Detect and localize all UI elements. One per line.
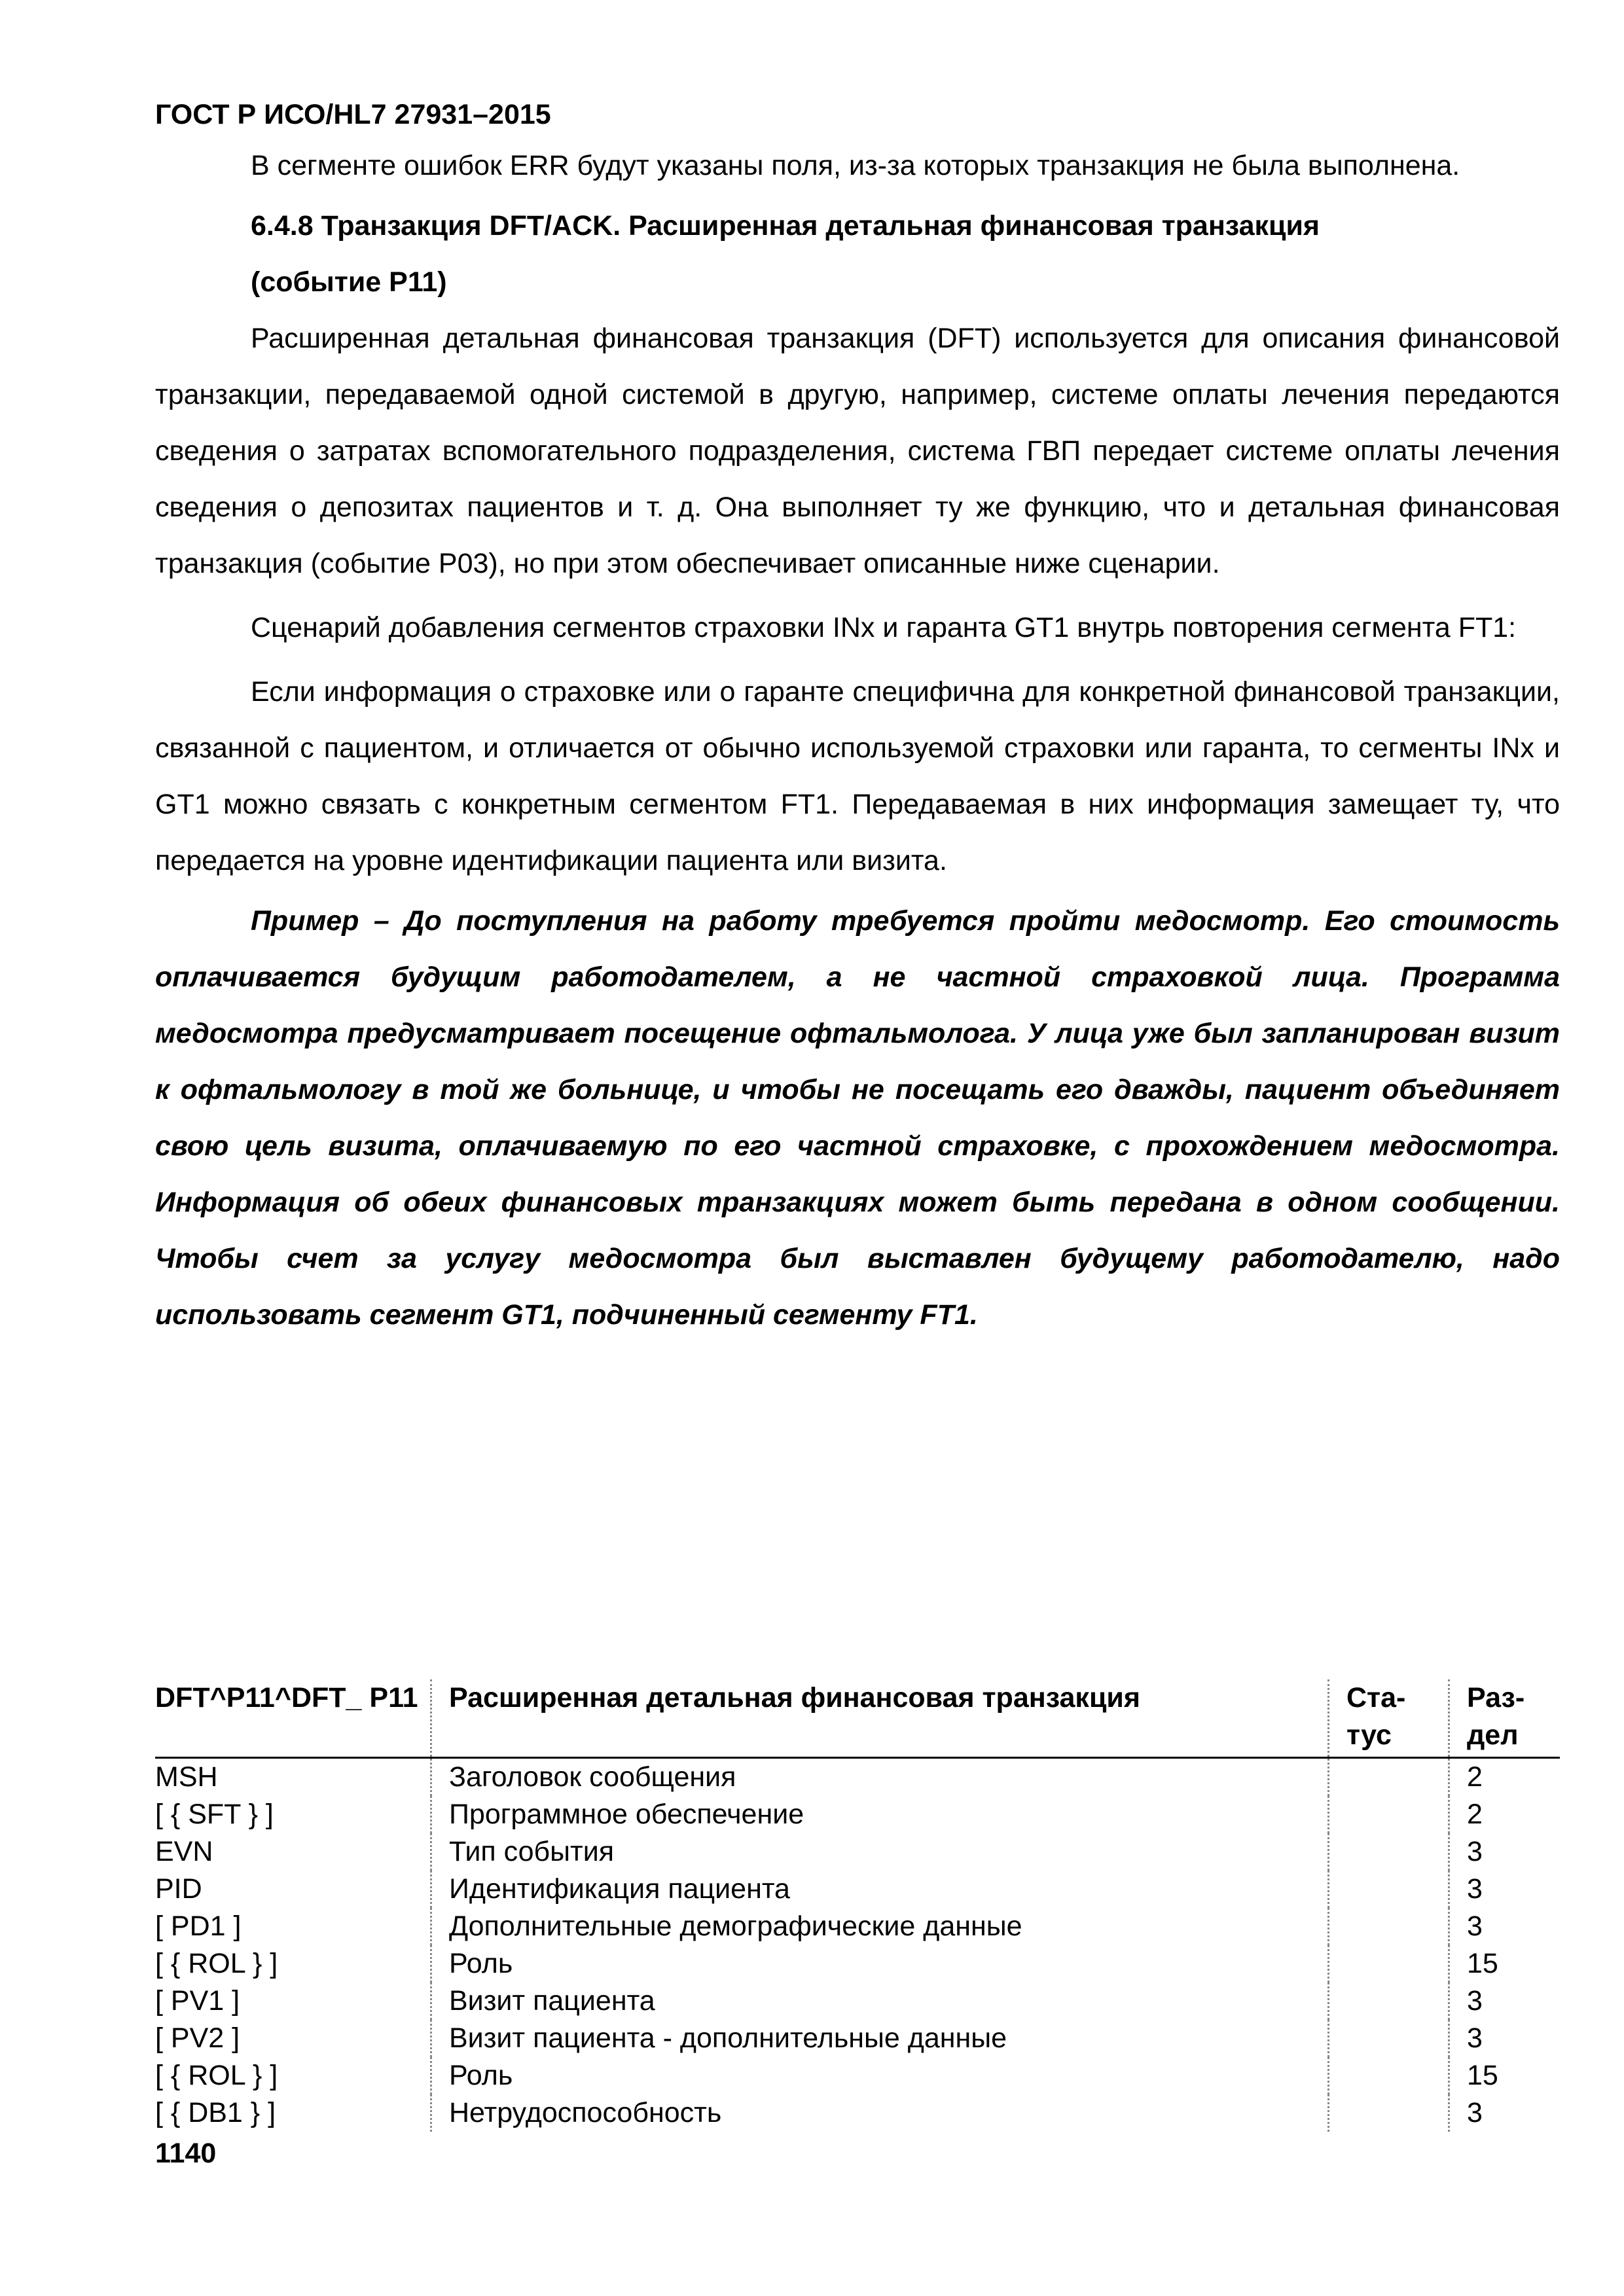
- segment-cell: PID: [155, 1873, 202, 1905]
- description-cell: Тип события: [431, 1833, 1329, 1871]
- segment-table: [155, 1679, 1560, 2132]
- description-cell: Дополнительные демографические данные: [431, 1908, 1329, 1945]
- status-cell: [1329, 1982, 1449, 2020]
- description-cell: Заголовок сообщения: [431, 1758, 1329, 1797]
- section-cell: 3: [1449, 2094, 1561, 2132]
- table-row: [155, 1758, 1560, 1797]
- segment-cell: [ { DB1 } ]: [155, 2097, 276, 2128]
- table-row: [155, 1908, 1560, 1945]
- section-cell: 15: [1449, 2057, 1561, 2094]
- table-row: [155, 1833, 1560, 1871]
- segment-cell: EVN: [155, 1836, 213, 1867]
- status-cell: [1329, 1871, 1449, 1908]
- header-status: Ста- тус: [1329, 1679, 1449, 1758]
- segment-cell: [ { ROL } ]: [155, 2060, 278, 2091]
- status-cell: [1329, 1908, 1449, 1945]
- description-cell: Роль: [431, 1945, 1329, 1982]
- table-row: [155, 2094, 1560, 2132]
- status-cell: [1329, 1833, 1449, 1871]
- table-row: [155, 2057, 1560, 2094]
- description-cell: Идентификация пациента: [431, 1871, 1329, 1908]
- segment-table-header: [155, 1679, 1560, 1758]
- status-cell: [1329, 2057, 1449, 2094]
- header-description: Расширенная детальная финансовая транзакция: [431, 1679, 1329, 1758]
- section-cell: 3: [1449, 1982, 1561, 2020]
- page-number: 1140: [155, 2138, 217, 2169]
- section-cell: 3: [1449, 1908, 1561, 1945]
- segment-cell: [ { ROL } ]: [155, 1948, 278, 1979]
- paragraph-scenario: Сценарий добавления сегментов страховки INx и гаранта GT1 внутрь повторения сегмента FT1:: [251, 612, 1517, 643]
- section-cell: 15: [1449, 1945, 1561, 1982]
- segment-cell: [ { SFT } ]: [155, 1799, 274, 1830]
- segment-cell: [ PV1 ]: [155, 1985, 240, 2017]
- section-cell: 3: [1449, 1833, 1561, 1871]
- status-cell: [1329, 1796, 1449, 1833]
- status-cell: [1329, 2020, 1449, 2057]
- segment-cell: MSH: [155, 1761, 218, 1793]
- description-cell: Нетрудоспособность: [431, 2094, 1329, 2132]
- example-note: Пример – До поступления на работу требуется пройти медосмотр. Его стоимость оплачивается будущим работодателем, а не частной страховкой лица. Программа медосмотра предусматривает посещение офтальмолога. У лица уже был запланирован визит к офтальмологу в той же больнице, и чтобы не посещать его дважды, пациент объединяет свою цель визита, оплачиваемую по его частной страховке, с прохождением медосмотра. Информация об обеих финансовых транзакциях может быть передана в одном сообщении. Чтобы счет за услугу медосмотра был выставлен будущему работодателю, надо использовать сегмент GT1, подчиненный сегменту FT1.: [155, 905, 1560, 1331]
- header-section: Раз- дел: [1449, 1679, 1561, 1758]
- status-cell: [1329, 1945, 1449, 1982]
- section-heading-line2: (событие P11): [251, 266, 447, 298]
- table-row: [155, 2020, 1560, 2057]
- table-row: [155, 1871, 1560, 1908]
- status-cell: [1329, 1758, 1449, 1797]
- section-cell: 2: [1449, 1758, 1561, 1797]
- table-row: [155, 1796, 1560, 1833]
- paragraph-dft-description: Расширенная детальная финансовая транзакция (DFT) используется для описания финансовой транзакции, передаваемой одной системой в другую, например, системе оплаты лечения передаются сведения о затратах вспомогательного подразделения, система ГВП передает системе оплаты лечения сведения о депозитах пациентов и т. д. Она выполняет ту же функцию, что и детальная финансовая транзакция (событие P03), но при этом обеспечивает описанные ниже сценарии.: [155, 323, 1560, 579]
- section-heading-line1: 6.4.8 Транзакция DFT/ACK. Расширенная детальная финансовая транзакция: [251, 210, 1320, 242]
- description-cell: Программное обеспечение: [431, 1796, 1329, 1833]
- section-heading: [155, 198, 1560, 310]
- paragraph-insurance: Если информация о страховке или о гаранте специфична для конкретной финансовой транзакции, связанной с пациентом, и отличается от обычно используемой страховки или гаранта, то сегменты INx и GT1 можно связать с конкретным сегментом FT1. Передаваемая в них информация замещает ту, что передается на уровне идентификации пациента или визита.: [155, 676, 1560, 876]
- page-body: [155, 92, 1560, 1343]
- document-header: ГОСТ Р ИСО/HL7 27931–2015: [155, 99, 551, 130]
- segment-cell: [ PD1 ]: [155, 1910, 242, 1942]
- description-cell: Роль: [431, 2057, 1329, 2094]
- header-message-structure: DFT^P11^DFT_ P11: [155, 1682, 418, 1713]
- status-cell: [1329, 2094, 1449, 2132]
- table-row: [155, 1982, 1560, 2020]
- section-cell: 3: [1449, 2020, 1561, 2057]
- description-cell: Визит пациента - дополнительные данные: [431, 2020, 1329, 2057]
- section-cell: 2: [1449, 1796, 1561, 1833]
- table-row: [155, 1945, 1560, 1982]
- segment-cell: [ PV2 ]: [155, 2022, 240, 2054]
- paragraph-err: В сегменте ошибок ERR будут указаны поля, из-за которых транзакция не была выполнена.: [251, 150, 1460, 181]
- description-cell: Визит пациента: [431, 1982, 1329, 2020]
- section-cell: 3: [1449, 1871, 1561, 1908]
